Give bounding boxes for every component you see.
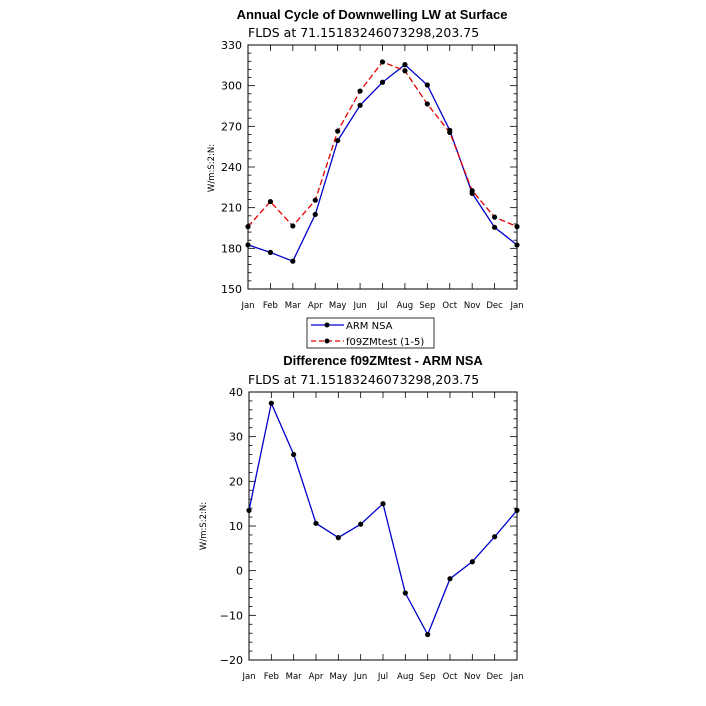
y-tick-label: 150 (221, 283, 242, 296)
data-point (470, 188, 475, 193)
x-tick-label: Nov (463, 301, 481, 311)
data-point (269, 401, 274, 406)
y-tick-label: 10 (229, 520, 243, 533)
data-point (335, 138, 340, 143)
data-point (268, 250, 273, 255)
data-point (246, 508, 251, 513)
data-point (492, 225, 497, 230)
data-point (358, 522, 363, 527)
y-axis-label: W/m:S:2:N: (207, 143, 217, 193)
data-point (291, 452, 296, 457)
x-tick-label: Mar (285, 672, 302, 682)
data-point (313, 521, 318, 526)
x-tick-label: Apr (307, 301, 323, 311)
data-point (357, 88, 362, 93)
data-point (492, 534, 497, 539)
x-tick-label: Jul (377, 301, 388, 311)
x-tick-label: Apr (308, 672, 324, 682)
data-point (245, 224, 250, 229)
data-point (514, 508, 519, 513)
x-tick-label: Mar (284, 301, 301, 311)
data-point (425, 632, 430, 637)
x-tick-label: Jun (353, 301, 367, 311)
y-tick-label: 300 (221, 79, 242, 93)
x-tick-label: Feb (263, 672, 279, 682)
y-tick-label: 210 (221, 201, 242, 215)
y-tick-label: −10 (219, 609, 243, 623)
chart-title: Annual Cycle of Downwelling LW at Surface (236, 7, 508, 22)
data-point (447, 130, 452, 135)
legend-label-arm-nsa: ARM NSA (346, 321, 393, 332)
x-tick-label: Jul (377, 672, 389, 682)
x-tick-label: Feb (262, 301, 278, 311)
data-point (514, 224, 519, 229)
data-point (380, 59, 385, 64)
x-tick-label: Sep (419, 301, 436, 311)
data-point (403, 590, 408, 595)
y-tick-label: 330 (221, 39, 242, 52)
panel-top (207, 7, 524, 311)
y-axis (221, 39, 517, 296)
series-line-primary (249, 403, 517, 634)
y-tick-label: 0 (236, 564, 243, 578)
data-point (336, 535, 341, 540)
y-tick-label: 180 (221, 242, 242, 256)
data-point (245, 242, 250, 247)
x-tick-label: Aug (396, 301, 414, 311)
data-point (268, 199, 273, 204)
legend-marker-f09zmtest (325, 339, 330, 344)
y-tick-label: 20 (229, 475, 243, 489)
chart-subtitle: FLDS at 71.15183246073298,203.75 (248, 25, 480, 40)
x-tick-label: Jan (510, 672, 524, 682)
data-point (447, 576, 452, 581)
data-point (380, 80, 385, 85)
data-point (335, 128, 340, 133)
data-point (313, 212, 318, 217)
data-point (425, 82, 430, 87)
plot-frame-difference (249, 392, 517, 660)
y-tick-label: 30 (229, 430, 243, 444)
data-point (402, 62, 407, 67)
data-point (492, 215, 497, 220)
data-point (357, 103, 362, 108)
y-tick-label: 240 (221, 161, 242, 174)
chart-title-difference: Difference f09ZMtest - ARM NSA (283, 353, 483, 368)
data-point (380, 501, 385, 506)
x-tick-label: May (328, 301, 347, 311)
series-line-secondary (248, 62, 517, 227)
x-tick-label: Jun (354, 672, 368, 682)
x-tick-label: May (329, 672, 348, 682)
series-layer-difference (246, 401, 519, 638)
y-tick-label: −20 (219, 654, 243, 667)
x-tick-label: Oct (442, 672, 458, 682)
y-tick-label: 40 (229, 386, 243, 399)
x-tick-label: Jan (242, 672, 256, 682)
x-tick-label: Aug (397, 672, 414, 682)
series-line-primary (248, 65, 517, 262)
y-tick-label: 270 (221, 120, 242, 134)
data-point (425, 101, 430, 106)
data-point (290, 259, 295, 264)
y-axis-label-difference: W/m:S:2:N: (199, 501, 209, 551)
data-point (313, 198, 318, 203)
data-point (470, 559, 475, 564)
series-layer (245, 59, 519, 263)
data-point (402, 68, 407, 73)
x-tick-label: Dec (486, 301, 503, 311)
legend-label-f09zmtest: f09ZMtest (1-5) (346, 337, 425, 348)
data-point (514, 242, 519, 247)
x-tick-label: Oct (442, 301, 458, 311)
chart-subtitle-difference: FLDS at 71.15183246073298,203.75 (248, 372, 480, 387)
x-tick-label: Dec (486, 672, 503, 682)
data-point (290, 223, 295, 228)
x-axis (240, 45, 523, 311)
panel-bottom (199, 353, 524, 682)
legend-marker-arm-nsa (325, 323, 330, 328)
x-tick-label: Nov (464, 672, 481, 682)
x-tick-label: Sep (419, 672, 436, 682)
x-tick-label: Jan (510, 301, 524, 311)
x-axis-difference (241, 392, 523, 682)
x-tick-label: Jan (241, 301, 255, 311)
legend (307, 318, 434, 348)
y-axis-difference (220, 386, 517, 667)
